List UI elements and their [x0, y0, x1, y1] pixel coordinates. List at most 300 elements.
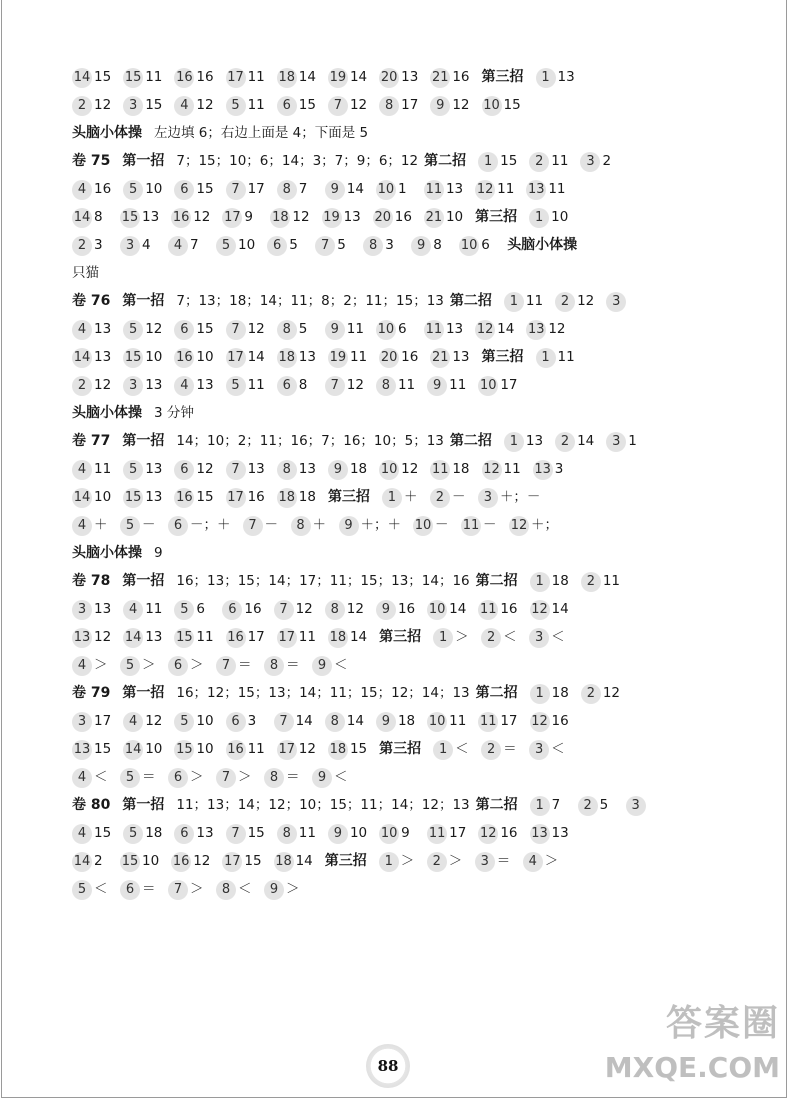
answer-value: ＝ — [286, 657, 300, 673]
answer-value: 17 — [401, 97, 419, 113]
answer-value: 12 — [298, 741, 316, 757]
answer-value: ＜ — [551, 741, 565, 757]
question-number-badge: 5 — [123, 460, 143, 480]
answer-value: 14 — [349, 69, 368, 85]
answer-item — [120, 203, 159, 231]
section-label: 第一招 — [122, 685, 165, 701]
question-number-badge: 15 — [174, 628, 194, 648]
answer-value: 12 — [94, 97, 112, 113]
question-number-badge: 7 — [168, 880, 188, 900]
question-number-badge: 5 — [123, 180, 143, 200]
answer-value: ＞ — [142, 657, 156, 673]
answer-value: 12 — [602, 685, 621, 701]
section-label: 头脑小体操 — [72, 125, 142, 141]
answer-item — [72, 819, 111, 847]
answer-value: 10 — [349, 825, 368, 841]
question-number-badge: 4 — [174, 96, 194, 116]
answer-item — [72, 763, 108, 791]
answer-text: 只猫 — [72, 265, 99, 281]
answer-value: 11 — [449, 377, 467, 393]
answer-value: 13 — [145, 489, 163, 505]
question-number-badge: 15 — [120, 208, 140, 228]
answer-item — [424, 203, 463, 231]
answer-value: ＞ — [400, 853, 415, 869]
answer-item — [123, 343, 162, 371]
question-number-badge: 2 — [430, 488, 450, 508]
answer-item — [376, 707, 415, 735]
answer-value: ＞ — [455, 629, 469, 645]
answer-line — [72, 735, 712, 763]
answer-line — [72, 343, 712, 371]
question-number-badge: 11 — [427, 824, 447, 844]
answer-value: 15 — [94, 69, 112, 85]
answer-item — [123, 315, 162, 343]
question-number-badge: 7 — [226, 320, 246, 340]
answer-value: ＜ — [94, 881, 108, 897]
answer-item — [536, 63, 575, 91]
answer-value: － — [435, 517, 449, 533]
question-number-badge: 1 — [379, 852, 399, 872]
question-number-badge: 8 — [379, 96, 399, 116]
answer-item — [226, 735, 265, 763]
answer-item — [482, 91, 521, 119]
question-number-badge: 17 — [226, 488, 246, 508]
answer-item — [328, 735, 367, 763]
answer-line — [72, 455, 712, 483]
question-number-badge: 8 — [277, 824, 297, 844]
question-number-badge: 6 — [174, 320, 194, 340]
question-number-badge: 11 — [478, 600, 498, 620]
answer-item — [430, 343, 469, 371]
answer-item — [120, 763, 156, 791]
answer-value: 11 — [602, 573, 621, 589]
answer-value: 10 — [551, 209, 569, 225]
answer-value: 12 — [193, 853, 211, 869]
question-number-badge: 6 — [277, 96, 297, 116]
answer-item — [120, 847, 159, 875]
question-number-badge: 10 — [376, 180, 396, 200]
answer-value: 13 — [94, 321, 112, 337]
question-number-badge: 1 — [504, 292, 524, 312]
answer-value: 13 — [145, 461, 163, 477]
answer-item — [174, 595, 210, 623]
answer-value: － — [142, 517, 156, 533]
answer-item — [430, 483, 466, 511]
answer-value: ＜ — [334, 769, 348, 785]
answer-item — [226, 819, 265, 847]
question-number-badge: 4 — [72, 180, 92, 200]
question-number-badge: 8 — [325, 600, 345, 620]
question-number-badge: 11 — [478, 712, 498, 732]
answer-value: ＝ — [286, 769, 300, 785]
question-number-badge: 1 — [478, 152, 498, 172]
question-number-badge: 5 — [72, 880, 92, 900]
answer-item — [328, 819, 367, 847]
answer-item — [216, 875, 252, 903]
answer-item — [530, 707, 569, 735]
question-number-badge: 13 — [526, 320, 546, 340]
question-number-badge: 7 — [274, 600, 294, 620]
question-number-badge: 14 — [72, 852, 92, 872]
answer-value: ＞ — [190, 769, 204, 785]
answer-item — [379, 63, 418, 91]
question-number-badge: 2 — [481, 628, 501, 648]
answer-item — [72, 847, 108, 875]
answer-item — [174, 735, 213, 763]
answer-value: ＋ — [312, 517, 326, 533]
answer-item — [174, 483, 213, 511]
answer-item — [222, 847, 261, 875]
question-number-badge: 9 — [376, 712, 396, 732]
answer-item — [411, 231, 447, 259]
question-number-badge: 20 — [379, 68, 399, 88]
answer-item — [72, 455, 111, 483]
answer-value: 15 — [196, 181, 214, 197]
question-number-badge: 5 — [226, 96, 246, 116]
answer-value: 17 — [500, 377, 518, 393]
question-number-badge: 6 — [267, 236, 287, 256]
answer-item — [216, 231, 255, 259]
answer-value: 12 — [94, 377, 112, 393]
answer-value: 8 — [298, 377, 308, 393]
answer-line — [72, 567, 712, 595]
answer-line — [72, 595, 712, 623]
section-label: 第二招 — [475, 797, 518, 813]
section-label: 第一招 — [122, 153, 165, 169]
answer-value: 12 — [193, 209, 211, 225]
answer-item — [481, 735, 517, 763]
answer-item — [555, 427, 594, 455]
question-number-badge: 3 — [529, 740, 549, 760]
answer-text: 7；15；10；6；14；3；7；9；6；12 — [176, 153, 419, 169]
question-number-badge: 19 — [322, 208, 342, 228]
answer-value: 11 — [298, 629, 316, 645]
answer-value: 13 — [142, 209, 160, 225]
answer-text: 3 分钟 — [154, 405, 194, 421]
answer-item — [174, 63, 213, 91]
answer-value: 11 — [449, 713, 467, 729]
section-label: 头脑小体操 — [72, 545, 142, 561]
answer-value: 12 — [452, 97, 470, 113]
answer-item — [413, 511, 449, 539]
answer-value: 6 — [397, 321, 407, 337]
answer-value: ＞ — [238, 769, 252, 785]
answer-value: 2 — [94, 853, 103, 869]
answer-value: 16 — [452, 69, 470, 85]
answer-value: 11 — [196, 629, 214, 645]
answer-item — [123, 623, 162, 651]
answer-item — [72, 623, 111, 651]
question-number-badge: 15 — [123, 488, 143, 508]
answer-value: 11 — [247, 741, 265, 757]
question-number-badge: 18 — [270, 208, 290, 228]
answer-item — [461, 511, 497, 539]
answer-item — [526, 175, 565, 203]
question-number-badge: 1 — [530, 796, 550, 816]
answer-value: 14 — [298, 69, 316, 85]
answer-item — [606, 427, 642, 455]
answer-value: 3 — [554, 461, 564, 477]
answer-value: 12 — [548, 321, 566, 337]
answer-item — [427, 847, 463, 875]
answer-value: 16 — [394, 209, 412, 225]
answer-value: － — [451, 489, 466, 505]
question-number-badge: 9 — [376, 600, 396, 620]
answer-value: 13 — [525, 433, 544, 449]
question-number-badge: 1 — [529, 208, 549, 228]
question-number-badge: 1 — [433, 740, 453, 760]
answer-item — [328, 623, 367, 651]
answer-item — [123, 707, 162, 735]
answer-item — [243, 511, 279, 539]
answer-value: 11 — [346, 321, 364, 337]
answer-item — [555, 287, 594, 315]
answer-item — [523, 847, 559, 875]
answer-item — [72, 595, 111, 623]
answer-value: 15 — [145, 97, 163, 113]
answer-value: 11 — [397, 377, 416, 393]
answer-value: ＋ — [94, 517, 108, 533]
answer-line — [72, 371, 712, 399]
question-number-badge: 6 — [168, 768, 188, 788]
question-number-badge: 6 — [168, 656, 188, 676]
question-number-badge: 18 — [328, 740, 348, 760]
question-number-badge: 10 — [413, 516, 433, 536]
question-number-badge: 13 — [530, 824, 550, 844]
answer-value: 10 — [145, 349, 163, 365]
question-number-badge: 5 — [120, 656, 140, 676]
answer-value: ＋； — [531, 517, 558, 533]
answer-value: 7 — [298, 181, 308, 197]
answer-item — [277, 91, 316, 119]
section-label: 第二招 — [475, 685, 518, 701]
section-label: 卷 79 — [72, 685, 111, 701]
answer-value: 8 — [94, 209, 103, 225]
answer-value: 12 — [401, 461, 419, 477]
answer-value: 14 — [449, 601, 467, 617]
answer-line — [72, 91, 712, 119]
answer-item — [325, 315, 364, 343]
answer-value: 16 — [244, 601, 262, 617]
answer-item — [226, 623, 265, 651]
question-number-badge: 17 — [222, 852, 242, 872]
answer-value: 3 — [94, 237, 103, 253]
question-number-badge: 21 — [424, 208, 444, 228]
answer-item — [529, 623, 565, 651]
section-label: 第三招 — [379, 629, 422, 645]
question-number-badge: 6 — [174, 180, 194, 200]
answer-line — [72, 147, 712, 175]
answer-item — [174, 455, 213, 483]
question-number-badge: 7 — [216, 768, 236, 788]
answer-text: 9 — [154, 545, 163, 561]
answer-value: 13 — [551, 825, 569, 841]
answer-value: 18 — [349, 461, 368, 477]
question-number-badge: 13 — [533, 460, 553, 480]
answer-value: 15 — [247, 825, 265, 841]
answer-item — [526, 315, 565, 343]
answer-value: 10 — [196, 349, 214, 365]
question-number-badge: 14 — [72, 68, 92, 88]
answer-value: 10 — [142, 853, 160, 869]
answer-value: ＜ — [334, 657, 348, 673]
section-label: 第二招 — [475, 573, 518, 589]
answer-line — [72, 679, 712, 707]
question-number-badge: 9 — [264, 880, 284, 900]
answer-item — [123, 595, 162, 623]
answer-value: 18 — [145, 825, 163, 841]
answer-line — [72, 539, 712, 567]
answer-value: 13 — [196, 377, 214, 393]
answer-item — [379, 91, 418, 119]
question-number-badge: 17 — [277, 628, 297, 648]
answer-item — [530, 679, 569, 707]
answer-value: 7 — [551, 797, 561, 813]
answer-value: 2 — [602, 153, 612, 169]
question-number-badge: 3 — [72, 712, 92, 732]
answer-item — [291, 511, 327, 539]
question-number-badge: 1 — [530, 572, 550, 592]
question-number-badge: 3 — [626, 796, 646, 816]
question-number-badge: 8 — [264, 656, 284, 676]
answer-item — [168, 875, 204, 903]
answer-item — [382, 483, 418, 511]
answer-value: 13 — [445, 181, 464, 197]
question-number-badge: 14 — [72, 348, 92, 368]
answer-item — [168, 763, 204, 791]
question-number-badge: 16 — [171, 208, 191, 228]
answer-item — [72, 315, 111, 343]
answer-item — [328, 455, 367, 483]
question-number-badge: 4 — [72, 460, 92, 480]
question-number-badge: 16 — [174, 488, 194, 508]
answer-line — [72, 847, 712, 875]
question-number-badge: 14 — [72, 488, 92, 508]
answer-item — [226, 483, 265, 511]
section-label: 卷 75 — [72, 153, 111, 169]
answer-value: 5 — [289, 237, 298, 253]
section-label: 头脑小体操 — [72, 405, 142, 421]
answer-value: 3 — [385, 237, 394, 253]
answer-item — [430, 63, 469, 91]
question-number-badge: 6 — [174, 824, 194, 844]
answer-item — [123, 175, 162, 203]
question-number-badge: 3 — [529, 628, 549, 648]
answer-value: 14 — [295, 713, 313, 729]
question-number-badge: 15 — [123, 68, 143, 88]
answer-text: 左边填 6；右边上面是 4；下面是 5 — [154, 125, 369, 141]
question-number-badge: 8 — [277, 180, 297, 200]
answer-item — [72, 63, 111, 91]
question-number-badge: 19 — [328, 348, 348, 368]
answer-value: 14 — [247, 349, 265, 365]
answer-value: 3 — [247, 713, 257, 729]
question-number-badge: 9 — [328, 460, 348, 480]
answer-value: 11 — [548, 181, 566, 197]
answer-item — [478, 819, 517, 847]
answer-item — [427, 707, 466, 735]
answer-value: 10 — [196, 741, 214, 757]
answer-item — [379, 819, 415, 847]
answer-value: 11 — [503, 461, 521, 477]
question-number-badge: 10 — [478, 376, 498, 396]
answer-item — [120, 231, 156, 259]
question-number-badge: 5 — [216, 236, 236, 256]
answer-key-content — [72, 63, 712, 903]
answer-item — [312, 763, 348, 791]
answer-value: 15 — [298, 97, 316, 113]
answer-item — [267, 231, 303, 259]
answer-item — [478, 595, 517, 623]
answer-item — [222, 595, 261, 623]
answer-item — [475, 175, 514, 203]
answer-item — [171, 203, 210, 231]
answer-value: ＝ — [496, 853, 511, 869]
question-number-badge: 3 — [72, 600, 92, 620]
answer-value: 10 — [145, 741, 163, 757]
answer-value: 10 — [445, 209, 464, 225]
question-number-badge: 16 — [174, 348, 194, 368]
answer-item — [325, 371, 364, 399]
question-number-badge: 15 — [123, 348, 143, 368]
answer-item — [433, 735, 469, 763]
answer-item — [174, 343, 213, 371]
question-number-badge: 14 — [72, 208, 92, 228]
answer-line — [72, 511, 712, 539]
question-number-badge: 7 — [328, 96, 348, 116]
question-number-badge: 6 — [277, 376, 297, 396]
answer-value: ＋；－ — [499, 489, 541, 505]
answer-item — [264, 763, 300, 791]
answer-item — [226, 343, 265, 371]
question-number-badge: 13 — [72, 628, 92, 648]
answer-value: 10 — [196, 713, 214, 729]
answer-item — [171, 847, 210, 875]
answer-value: 13 — [343, 209, 361, 225]
answer-value: 6 — [481, 237, 490, 253]
answer-value: 10 — [145, 181, 163, 197]
answer-item — [72, 707, 111, 735]
answer-item — [533, 455, 569, 483]
answer-value: 13 — [94, 601, 112, 617]
watermark — [584, 1000, 780, 1092]
question-number-badge: 16 — [226, 628, 246, 648]
section-label: 第一招 — [122, 293, 165, 309]
question-number-badge: 10 — [427, 600, 447, 620]
answer-item — [427, 371, 466, 399]
answer-value: 7 — [190, 237, 199, 253]
question-number-badge: 10 — [379, 824, 399, 844]
answer-value: 13 — [445, 321, 464, 337]
question-number-badge: 9 — [430, 96, 450, 116]
answer-line — [72, 259, 712, 287]
question-number-badge: 4 — [72, 656, 92, 676]
answer-line — [72, 483, 712, 511]
answer-text: 7；13；18；14；11；8；2；11；15；13 — [176, 293, 444, 309]
answer-value: 14 — [346, 713, 364, 729]
answer-value: 9 — [244, 209, 253, 225]
answer-value: 12 — [346, 377, 364, 393]
answer-item — [174, 623, 213, 651]
answer-value: 13 — [401, 69, 419, 85]
answer-item — [475, 315, 514, 343]
section-label: 卷 76 — [72, 293, 111, 309]
question-number-badge: 2 — [72, 376, 92, 396]
answer-value: 11 — [247, 377, 265, 393]
answer-value: 16 — [401, 349, 419, 365]
answer-item — [174, 315, 213, 343]
question-number-badge: 12 — [509, 516, 529, 536]
